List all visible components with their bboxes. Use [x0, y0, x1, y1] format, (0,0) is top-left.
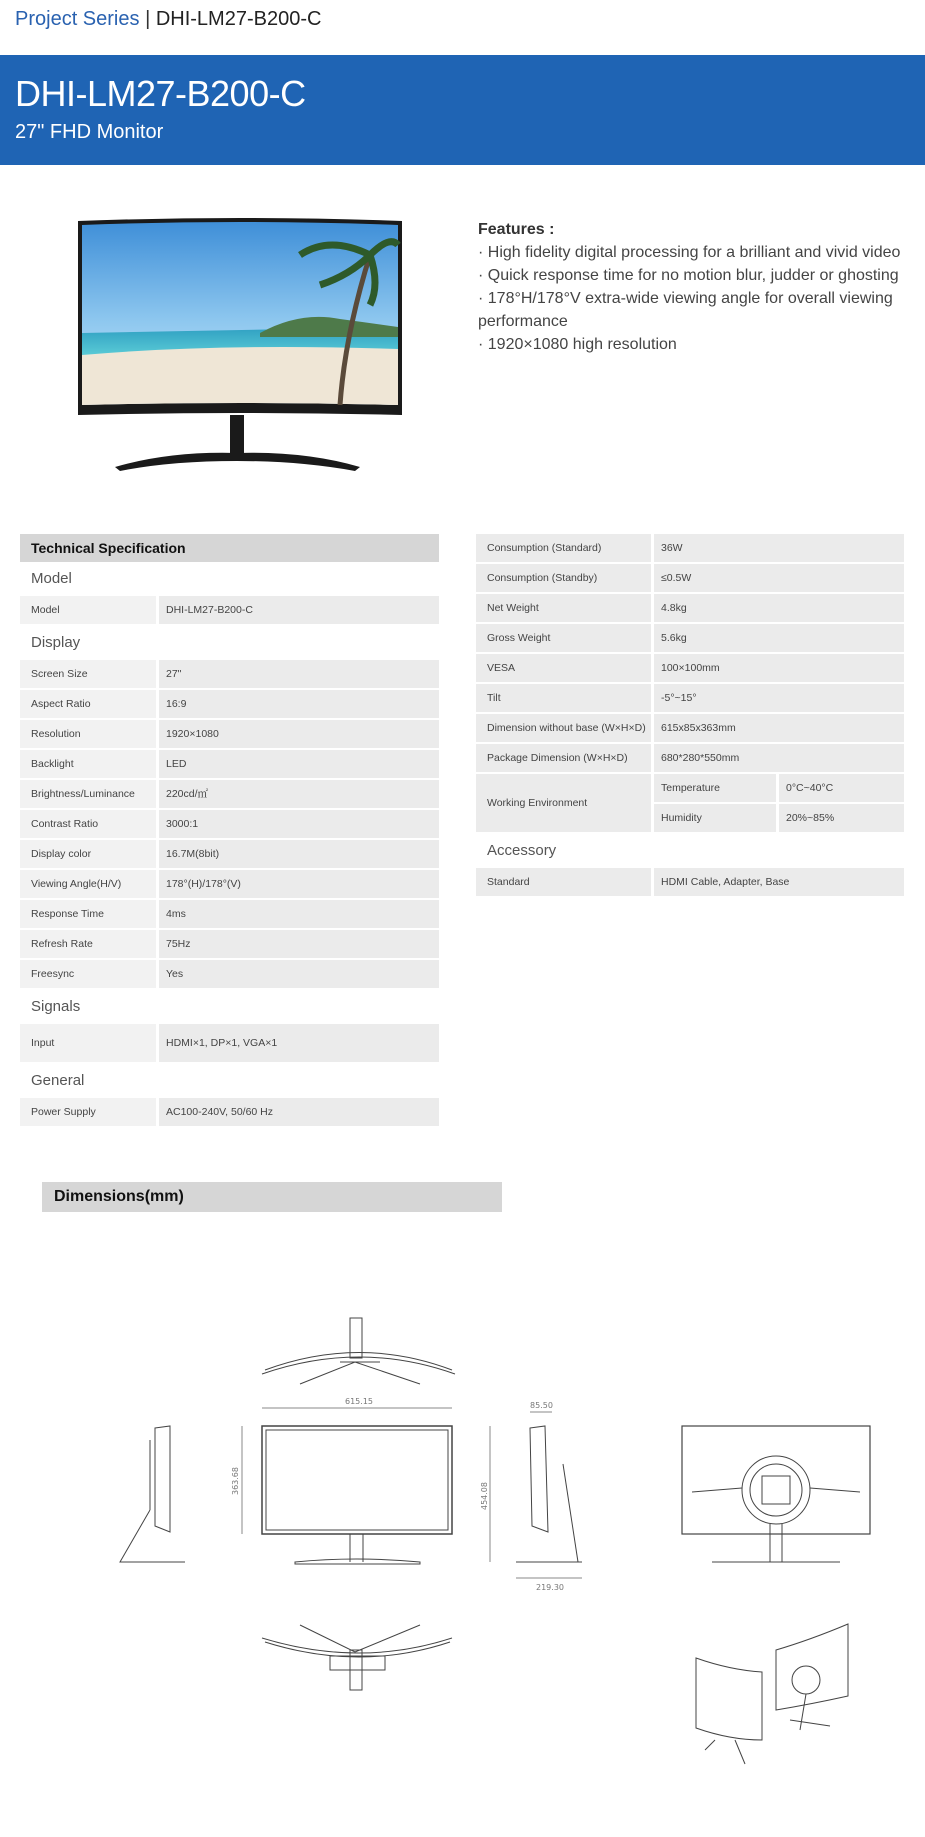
series-label: Project Series: [15, 8, 140, 30]
page-title: DHI-LM27-B200-C: [15, 73, 306, 114]
spec-row: Consumption (Standby) ≤0.5W: [476, 564, 904, 592]
feature-item: · 178°H/178°V extra-wide viewing angle for overall viewing performance: [478, 290, 893, 330]
left-side-view-drawing: [120, 1426, 185, 1562]
dimensions-header: Dimensions(mm): [42, 1182, 502, 1212]
section-general: General: [31, 1072, 85, 1089]
spec-row: Freesync Yes: [20, 960, 439, 988]
right-side-view-drawing: [480, 1401, 582, 1592]
dim-height-label: 363.68: [231, 1467, 240, 1495]
spec-row: Viewing Angle(H/V) 178°(H)/178°(V): [20, 870, 439, 898]
spec-row: Dimension without base (W×H×D) 615x85x363mm: [476, 714, 904, 742]
spec-row: Tilt -5°~15°: [476, 684, 904, 712]
spec-row: Package Dimension (W×H×D) 680*280*550mm: [476, 744, 904, 772]
back-view-drawing: [682, 1426, 870, 1562]
spec-row: Contrast Ratio 3000:1: [20, 810, 439, 838]
series-breadcrumb: [15, 8, 321, 31]
front-view-drawing: [231, 1397, 452, 1564]
features-heading: Features :: [478, 221, 555, 238]
spec-row: Gross Weight 5.6kg: [476, 624, 904, 652]
spec-table-right: [476, 534, 904, 898]
section-display: Display: [31, 634, 81, 651]
dim-total-height-label: 454.08: [480, 1482, 489, 1510]
feature-item: · High fidelity digital processing for a brilliant and vivid video: [478, 244, 901, 261]
feature-item: · 1920×1080 high resolution: [478, 336, 677, 353]
spec-row: Model DHI-LM27-B200-C: [20, 596, 439, 624]
spec-row: Power Supply AC100-240V, 50/60 Hz: [20, 1098, 439, 1126]
page-subtitle: 27" FHD Monitor: [15, 121, 164, 143]
top-bar: [0, 0, 925, 40]
spec-row: VESA 100×100mm: [476, 654, 904, 682]
perspective-view-drawing: [696, 1624, 848, 1764]
dimension-drawings: [0, 1300, 925, 1800]
product-image: [70, 215, 410, 475]
spec-row: Input HDMI×1, DP×1, VGA×1: [20, 1024, 439, 1062]
bottom-view-drawing: [262, 1625, 452, 1690]
spec-row: Resolution 1920×1080: [20, 720, 439, 748]
section-signals: Signals: [31, 998, 81, 1015]
spec-row: Consumption (Standard) 36W: [476, 534, 904, 562]
features-block: [478, 218, 908, 356]
spec-row: Net Weight 4.8kg: [476, 594, 904, 622]
spec-row: Brightness/Luminance 220cd/㎡: [20, 780, 439, 808]
dim-base-depth-label: 219.30: [536, 1583, 564, 1592]
spec-header: Technical Specification: [20, 534, 439, 562]
spec-row: Response Time 4ms: [20, 900, 439, 928]
spec-row: Aspect Ratio 16:9: [20, 690, 439, 718]
spec-row: Display color 16.7M(8bit): [20, 840, 439, 868]
spec-row: Standard HDMI Cable, Adapter, Base: [476, 868, 904, 896]
breadcrumb-separator: |: [145, 8, 151, 30]
dim-depth-label: 85.50: [530, 1401, 553, 1410]
section-accessory: Accessory: [487, 842, 557, 859]
breadcrumb-model: DHI-LM27-B200-C: [155, 8, 322, 30]
spec-row: Backlight LED: [20, 750, 439, 778]
spec-row: Refresh Rate 75Hz: [20, 930, 439, 958]
title-banner: [0, 55, 925, 165]
spec-row-environment: Working Environment Temperature 0°C~40°C Humidity 20%~85%: [476, 774, 904, 832]
feature-item: · Quick response time for no motion blur, judder or ghosting: [478, 267, 899, 284]
top-view-drawing: [262, 1318, 455, 1384]
dim-width-label: 615.15: [345, 1397, 373, 1406]
section-model: Model: [31, 570, 72, 587]
spec-table-left: [20, 534, 439, 1128]
spec-row: Screen Size 27": [20, 660, 439, 688]
